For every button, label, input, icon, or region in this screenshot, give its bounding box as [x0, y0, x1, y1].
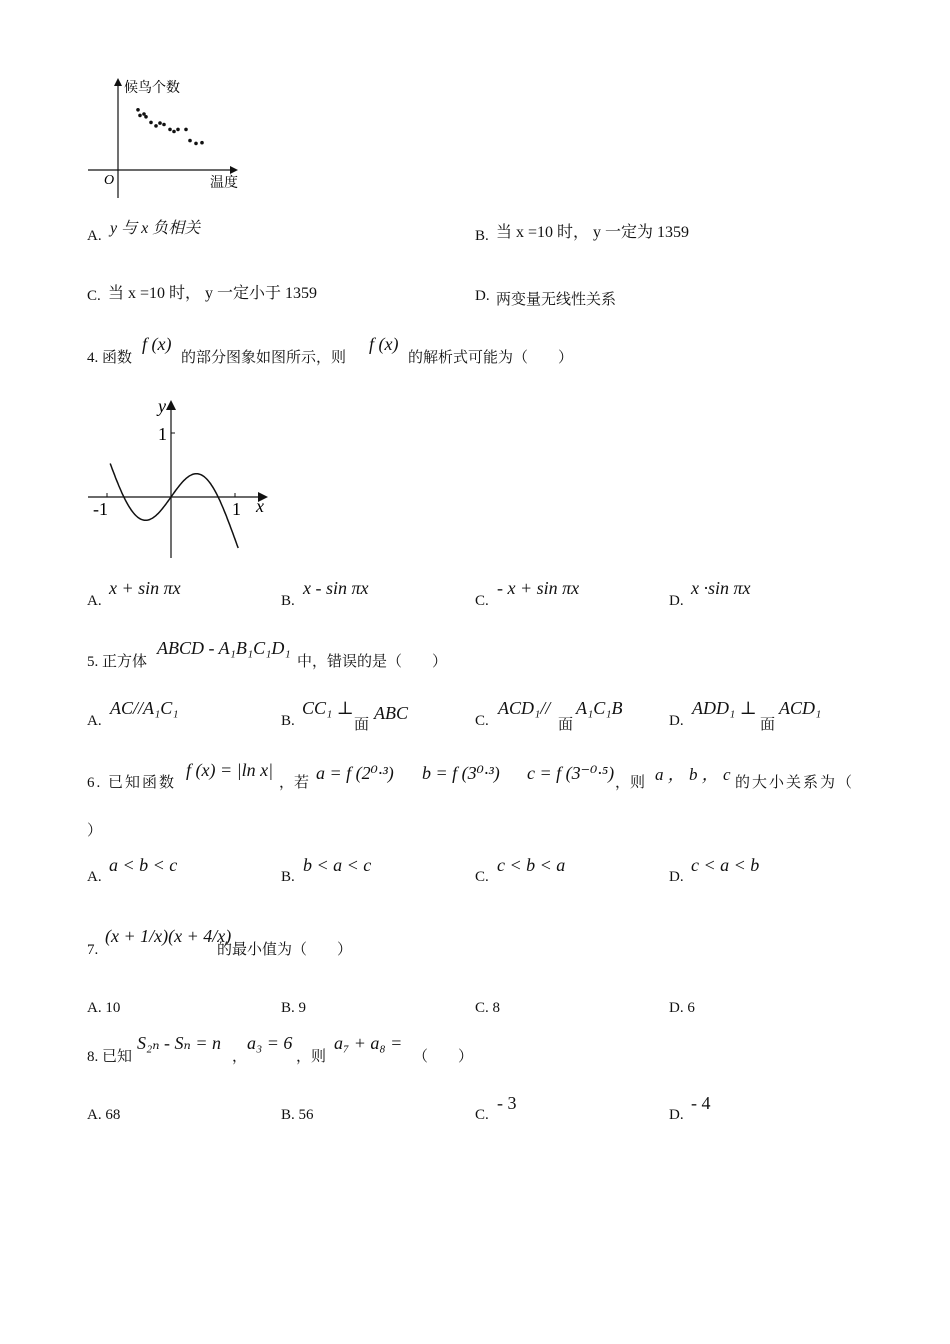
scatter-point	[158, 121, 162, 125]
q8-option-a[interactable]	[87, 1107, 120, 1124]
option-letter: A.	[87, 593, 102, 609]
q8-paren: （ ）	[413, 1049, 474, 1065]
q4-f-1: f (x)	[142, 334, 172, 354]
q5-option-c-word: 面	[558, 717, 574, 733]
q8-option-d-text: - 4	[691, 1093, 711, 1113]
option-letter: A.	[87, 1107, 102, 1123]
scatter-point	[144, 115, 148, 119]
option-letter: B.	[475, 228, 489, 244]
option-letter: B.	[281, 713, 295, 729]
q4-stem	[87, 334, 787, 364]
option-letter: B.	[281, 1107, 295, 1123]
q6-close: ）	[87, 823, 103, 839]
option-letter: D.	[669, 593, 684, 609]
q4-prefix: 4. 函数	[87, 350, 133, 366]
q6-option-c-expr: c < b < a	[497, 855, 566, 875]
q4-mid: 的部分图象如图所示，则	[181, 350, 347, 366]
q7-option-b-text: 9	[298, 1000, 307, 1016]
q7-option-c[interactable]	[475, 1000, 500, 1017]
option-letter: D.	[475, 288, 490, 304]
q7-num: 7.	[87, 942, 99, 958]
q8-target: a₇ + a₈ =	[334, 1033, 403, 1053]
q8-option-b[interactable]	[281, 1107, 314, 1124]
q7-option-d[interactable]	[669, 1000, 695, 1017]
q5-prefix: 5. 正方体	[87, 654, 148, 670]
q6-stem	[87, 760, 877, 792]
scatter-point	[176, 128, 180, 132]
q6-vars: a ， b ， c	[655, 765, 731, 784]
graph-x-label: x	[256, 496, 264, 516]
function-graph	[80, 392, 280, 564]
scatter-point	[184, 128, 188, 132]
scatter-origin: O	[104, 173, 115, 188]
q8-option-a-text: 68	[105, 1107, 121, 1123]
scatter-x-arrow	[230, 166, 238, 174]
option-letter: C.	[475, 593, 489, 609]
scatter-point	[188, 139, 192, 143]
q7-option-d-text: 6	[687, 1000, 695, 1016]
option-letter: D.	[669, 1000, 684, 1016]
q8-option-b-text: 56	[298, 1107, 314, 1123]
q5-suffix: 中，错误的是（ ）	[297, 654, 448, 670]
q7-option-a-text: 10	[105, 1000, 121, 1016]
q3-option-c-text: 当 x =10 时， y 一定小于 1359	[108, 285, 318, 302]
q8-comma: ，	[232, 1049, 248, 1065]
option-letter: A.	[87, 869, 102, 885]
scatter-point	[194, 142, 198, 146]
q5-option-d-expr: ADD₁ ⊥	[692, 698, 757, 718]
scatter-point	[136, 108, 140, 112]
graph-tick-neg1: -1	[93, 499, 108, 519]
scatter-point	[154, 124, 158, 128]
q8-option-c-text: - 3	[497, 1093, 517, 1113]
scatter-point	[162, 123, 166, 127]
graph-tick-pos1: 1	[232, 499, 241, 519]
option-letter: C.	[475, 869, 489, 885]
q5-option-b-word: 面	[354, 717, 370, 733]
q3-option-b-text: 当 x =10 时， y 一定为 1359	[496, 224, 690, 241]
scatter-x-label: 温度	[210, 176, 238, 191]
scatter-point	[200, 141, 204, 145]
q4-f-2: f (x)	[369, 334, 399, 354]
function-curve	[110, 464, 238, 549]
q4-suffix: 的解析式可能为（ ）	[408, 350, 574, 366]
q8-stem	[87, 1033, 587, 1065]
option-letter: D.	[669, 1107, 684, 1123]
q4-option-b-expr: x - sin πx	[303, 578, 369, 598]
q5-cube: ABCD - A₁B₁C₁D₁	[157, 638, 291, 658]
option-letter: B.	[281, 1000, 295, 1016]
option-letter: B.	[281, 593, 295, 609]
scatter-y-label: 候鸟个数	[124, 81, 180, 96]
q6-suffix: 的大小关系为（	[735, 775, 855, 791]
q8-cond1: S₂ₙ - Sₙ = n	[137, 1033, 221, 1053]
q6-ruo: ，若	[279, 775, 310, 791]
q6-prefix: 6. 已知函数	[87, 775, 177, 791]
scatter-figure	[80, 70, 260, 200]
q5-option-d-tail: ACD₁	[779, 698, 822, 718]
option-letter: A.	[87, 228, 102, 244]
q8-cond2: a₃ = 6	[247, 1033, 293, 1053]
q5-option-c-expr: ACD₁//	[498, 698, 551, 718]
scatter-y-arrow	[114, 78, 122, 86]
q4-option-c-expr: - x + sin πx	[497, 578, 580, 598]
option-letter: C.	[475, 1000, 489, 1016]
q5-option-d-word: 面	[760, 717, 776, 733]
q6-c: c = f (3⁻⁰·⁵)	[527, 763, 615, 783]
q6-b: b = f (3⁰·³)	[422, 763, 500, 783]
scatter-points	[136, 108, 204, 145]
q8-ze: ，则	[296, 1049, 327, 1065]
scatter-point	[172, 130, 176, 134]
q3-option-a-text: y 与 x 负相关	[110, 220, 201, 237]
q4-option-a-expr: x + sin πx	[109, 578, 181, 598]
q3-option-d-text: 两变量无线性关系	[496, 292, 617, 308]
q4-option-d-expr: x ·sin πx	[691, 578, 751, 598]
option-letter: D.	[669, 869, 684, 885]
graph-y-arrow	[166, 400, 176, 410]
option-letter: C.	[475, 713, 489, 729]
q5-option-c-tail: A₁C₁B	[576, 698, 623, 718]
q7-option-a[interactable]	[87, 1000, 120, 1017]
q7-expr: (x + 1/x)(x + 4/x)	[105, 926, 232, 946]
q6-ze: ，则	[615, 775, 646, 791]
q5-option-a-expr: AC//A₁C₁	[110, 698, 179, 718]
q6-func: f (x) = |ln x|	[186, 760, 274, 780]
graph-y-label: y	[158, 396, 166, 416]
scatter-point	[138, 114, 142, 118]
q6-option-d-expr: c < a < b	[691, 855, 760, 875]
q7-stem	[87, 912, 487, 962]
q7-option-c-text: 8	[492, 1000, 501, 1016]
option-letter: B.	[281, 869, 295, 885]
option-letter: C.	[87, 288, 101, 304]
scatter-point	[149, 121, 153, 125]
option-letter: D.	[669, 713, 684, 729]
option-letter: C.	[475, 1107, 489, 1123]
graph-tick-y-1: 1	[158, 424, 167, 444]
q5-option-b-expr: CC₁ ⊥	[302, 698, 354, 718]
scatter-point	[168, 128, 172, 132]
option-letter: A.	[87, 1000, 102, 1016]
q8-prefix: 8. 已知	[87, 1049, 133, 1065]
q7-option-b[interactable]	[281, 1000, 306, 1017]
q5-option-b-tail: ABC	[374, 703, 408, 723]
q6-option-a-expr: a < b < c	[109, 855, 178, 875]
q5-stem	[87, 638, 587, 668]
q7-suffix: 的最小值为（ ）	[217, 942, 353, 958]
q6-option-b-expr: b < a < c	[303, 855, 372, 875]
option-letter: A.	[87, 713, 102, 729]
q6-a: a = f (2⁰·³)	[316, 763, 394, 783]
